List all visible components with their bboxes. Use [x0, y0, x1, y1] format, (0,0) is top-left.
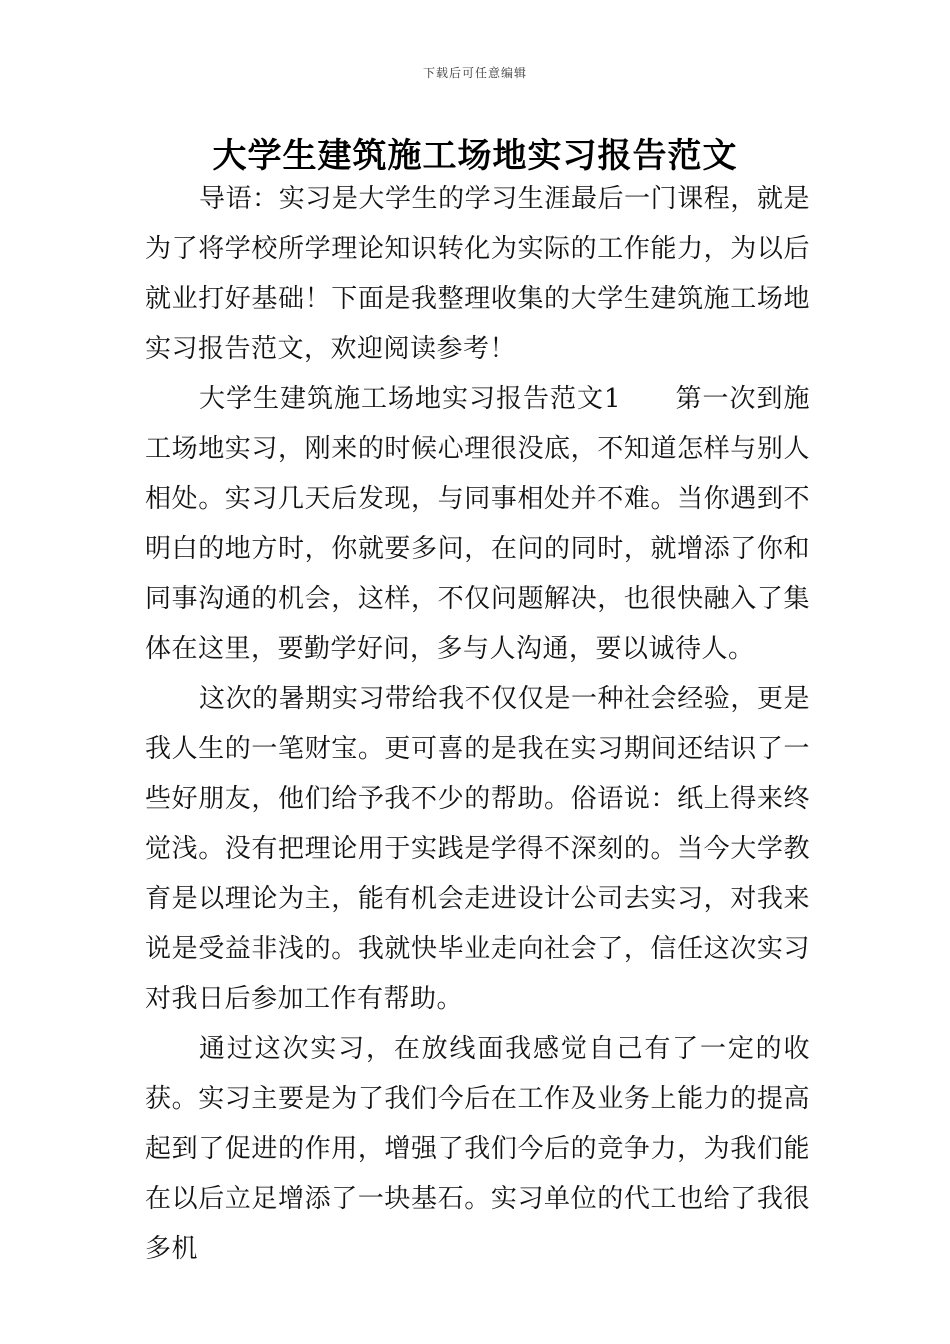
document-body — [145, 174, 810, 1274]
paragraph-3: 通过这次实习，在放线面我感觉自己有了一定的收获。实习主要是为了我们今后在工作及业务上能力的提高起到了促进的作用，增强了我们今后的竞争力，为我们能在以后立足增添了一块基石。实习单位的代工也给了我很多机 — [145, 1034, 810, 1264]
paragraph-1: 大学生建筑施工场地实习报告范文1 第一次到施工场地实习，刚来的时候心理很没底，不知道怎样与别人相处。实习几天后发现，与同事相处并不难。当你遇到不明白的地方时，你就要多问，在问的同时，就增添了你和同事沟通的机会，这样，不仅问题解决，也很快融入了集体在这里，要勤学好问，多与人沟通，要以诚待人。 — [145, 384, 810, 664]
header-note: 下载后可任意编辑 — [422, 66, 527, 80]
paragraph-2: 这次的暑期实习带给我不仅仅是一种社会经验，更是我人生的一笔财宝。更可喜的是我在实习期间还结识了一些好朋友，他们给予我不少的帮助。俗语说：纸上得来终觉浅。没有把理论用于实践是学得不深刻的。当今大学教育是以理论为主，能有机会走进设计公司去实习，对我来说是受益非浅的。我就快毕业走向社会了，信任这次实习对我日后参加工作有帮助。 — [145, 684, 810, 1014]
document-title: 大学生建筑施工场地实习报告范文 — [212, 136, 738, 176]
paragraph-intro: 导语：实习是大学生的学习生涯最后一门课程，就是为了将学校所学理论知识转化为实际的工作能力，为以后就业打好基础！下面是我整理收集的大学生建筑施工场地实习报告范文，欢迎阅读参考！ — [145, 184, 810, 364]
